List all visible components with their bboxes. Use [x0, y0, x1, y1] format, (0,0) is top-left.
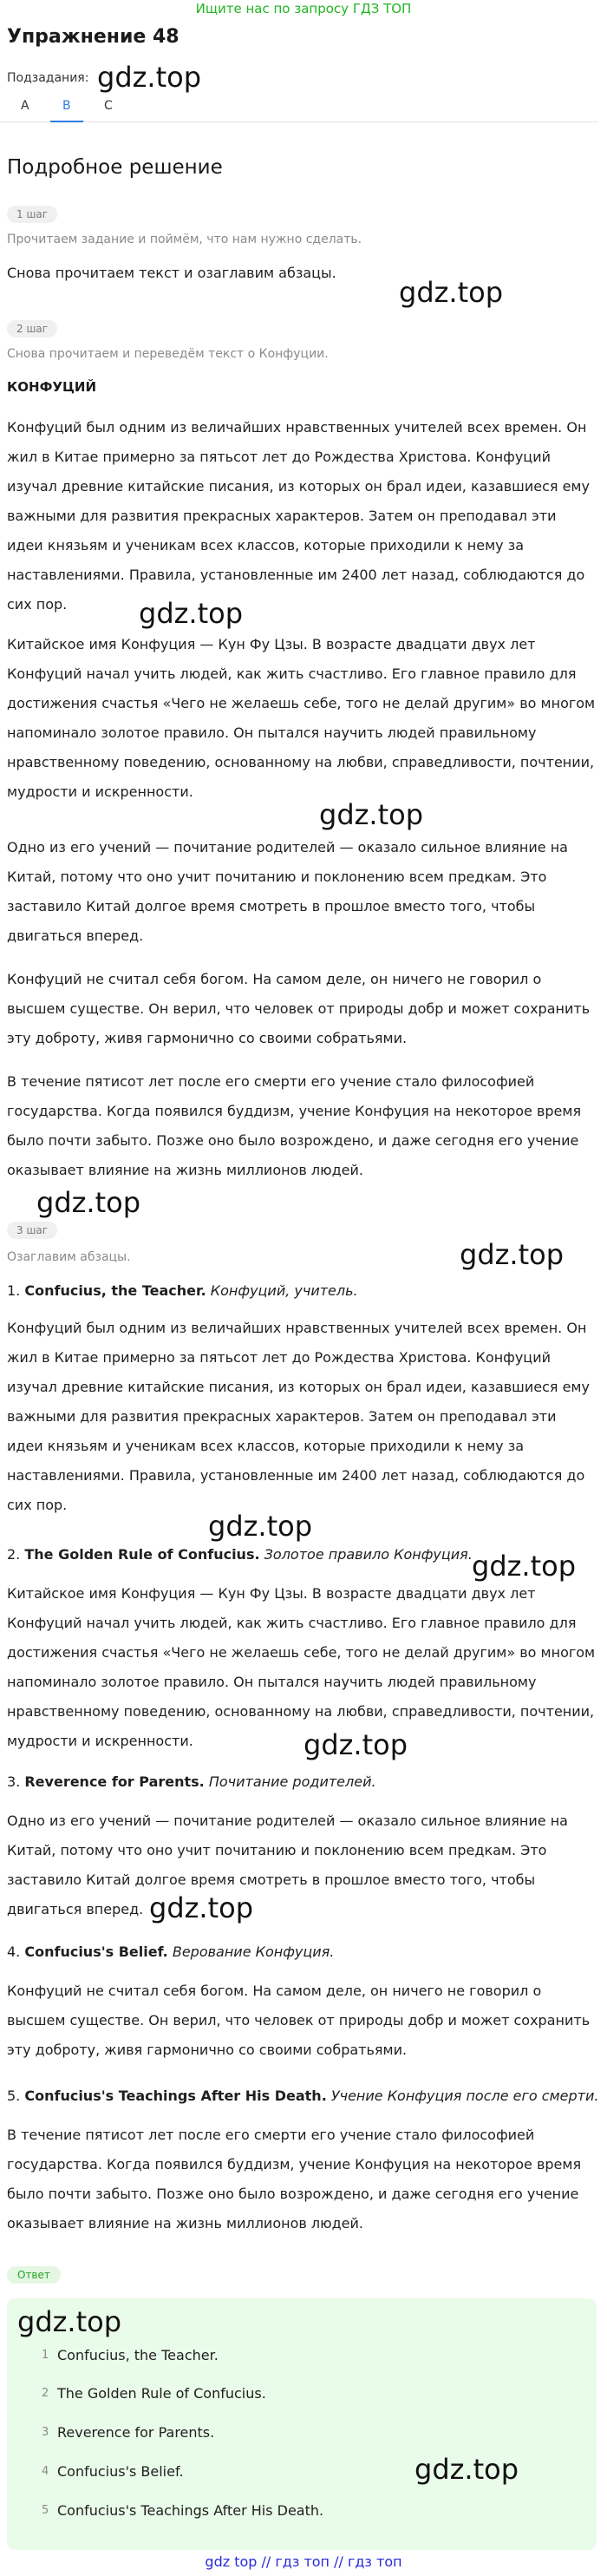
solution-title: Подробное решение — [7, 156, 223, 179]
heading-2 — [7, 1546, 473, 1563]
text-heading: КОНФУЦИЙ — [7, 379, 97, 395]
step-3-badge: 3 шаг — [7, 1222, 57, 1239]
paragraph-4: Конфуций не считал себя богом. На самом деле, он ничего не говорил о высшем существе. Он верил, что человек от природы добр и может сохранить эту доброту, живя гармонично со своими собратьями. — [7, 971, 591, 1046]
heading-3 — [7, 1773, 376, 1790]
subtask-tabs — [0, 97, 607, 123]
answer-badge: Ответ — [7, 2266, 61, 2284]
watermark: gdz.top — [97, 61, 202, 94]
tab-c[interactable]: C — [104, 99, 113, 113]
answer-item-text: Confucius, the Teacher. — [57, 2347, 219, 2363]
watermark: gdz.top — [460, 1238, 565, 1271]
watermark: gdz.top — [149, 1891, 254, 1924]
paragraph-5-repeat: В течение пятисот лет после его смерти его учение стало философией государства. Когда появился буддизм, учение Конфуция на некоторое время было почти забыто. Позже оно было возрождено, и даже сегодня его учение оказывает влияние на жизнь миллионов людей. — [7, 2127, 582, 2232]
answer-item-number: 5 — [42, 2504, 49, 2517]
paragraph-1: Конфуций был одним из величайших нравственных учителей всех времен. Он жил в Китае примерно за пятьсот лет до Рождества Христова. Конфуций изучал древние китайские писания, из которых он брал идеи, казавшиеся ему важными для развития прекрасных характеров. Затем он преподавал эти идеи князьям и ученикам всех классов, которые приходили к нему за наставлениями. Правила, установленные им 2400 лет назад, соблюдаются до сих пор. — [7, 419, 590, 613]
watermark: gdz.top — [208, 1510, 313, 1543]
watermark: gdz.top — [36, 1186, 141, 1219]
heading-5 — [7, 2088, 598, 2104]
paragraph-5: В течение пятисот лет после его смерти его учение стало философией государства. Когда появился буддизм, учение Конфуция на некоторое время было почти забыто. Позже оно было возрождено, и даже сегодня его учение оказывает влияние на жизнь миллионов людей. — [7, 1073, 582, 1178]
paragraph-1-repeat: Конфуций был одним из величайших нравственных учителей всех времен. Он жил в Китае примерно за пятьсот лет до Рождества Христова. Конфуций изучал древние китайские писания, из которых он брал идеи, казавшиеся ему важными для развития прекрасных характеров. Затем он преподавал эти идеи князьям и ученикам всех классов, которые приходили к нему за наставлениями. Правила, установленные им 2400 лет назад, соблюдаются до сих пор. — [7, 1320, 590, 1513]
tab-a[interactable]: A — [21, 99, 29, 113]
watermark: gdz.top — [399, 276, 504, 309]
heading-4-number: 4. — [7, 1943, 21, 1960]
heading-2-number: 2. — [7, 1546, 21, 1563]
paragraph-2-repeat: Китайское имя Конфуция — Кун Фу Цзы. В возрасте двадцати двух лет Конфуций начал учить людей, как жить счастливо. Его главное правило для достижения счастья «Чего не желаешь себе, того не делай другим» во многом напоминало золотое правило. Он пытался научить людей правильному нравственному поведению, основанному на любви, справедливости, почтении, мудрости и искренности. — [7, 1585, 596, 1749]
heading-3-title: Reverence for Parents. — [24, 1773, 205, 1790]
exercise-title: Упражнение 48 — [7, 26, 179, 48]
paragraph-4-repeat: Конфуций не считал себя богом. На самом деле, он ничего не говорил о высшем существе. Он верил, что человек от природы добр и может сохранить эту доброту, живя гармонично со своими собратьями. — [7, 1983, 591, 2058]
subtasks-label: Подзадания: — [7, 71, 89, 85]
heading-1-title: Confucius, the Teacher. — [24, 1282, 206, 1299]
answer-box — [7, 2298, 597, 2550]
watermark: gdz.top — [139, 597, 244, 630]
heading-4 — [7, 1943, 334, 1960]
answer-item-number: 2 — [42, 2387, 49, 2400]
paragraph-3-repeat: Одно из его учений — почитание родителей — оказало сильное влияние на Китай, потому что оно учит почитанию и поклонению всем предкам. Это заставило Китай долгое время смотреть в прошлое вместо того, чтобы двигаться вперед. — [7, 1812, 568, 1917]
heading-4-translation: Верование Конфуция. — [172, 1943, 335, 1960]
step-3-hint: Озаглавим абзацы. — [7, 1250, 131, 1264]
heading-1-translation: Конфуций, учитель. — [210, 1282, 358, 1299]
paragraph-3: Одно из его учений — почитание родителей — оказало сильное влияние на Китай, потому что оно учит почитанию и поклонению всем предкам. Это заставило Китай долгое время смотреть в прошлое вместо того, чтобы двигаться вперед. — [7, 839, 568, 944]
answer-item-text: The Golden Rule of Confucius. — [57, 2385, 266, 2402]
answer-item-number: 1 — [42, 2349, 49, 2362]
answer-item-number: 4 — [42, 2465, 49, 2478]
step-1-text: Снова прочитаем текст и озаглавим абзацы. — [7, 265, 336, 281]
heading-1 — [7, 1282, 358, 1299]
answer-item-number: 3 — [42, 2426, 49, 2439]
heading-3-translation: Почитание родителей. — [208, 1773, 376, 1790]
heading-1-number: 1. — [7, 1282, 21, 1299]
heading-3-number: 3. — [7, 1773, 21, 1790]
tabs-divider — [0, 121, 598, 122]
watermark: gdz.top — [17, 2305, 122, 2338]
heading-4-title: Confucius's Belief. — [24, 1943, 168, 1960]
active-tab-indicator — [50, 121, 83, 122]
heading-5-title: Confucius's Teachings After His Death. — [24, 2088, 327, 2104]
watermark: gdz.top — [414, 2453, 519, 2486]
step-1-hint: Прочитаем задание и поймём, что нам нужно сделать. — [7, 233, 362, 246]
heading-2-translation: Золотое правило Конфуция. — [264, 1546, 473, 1563]
step-2-hint: Снова прочитаем и переведём текст о Конфуции. — [7, 347, 329, 361]
promo-banner[interactable]: Ищите нас по запросу ГДЗ ТОП — [195, 1, 412, 16]
watermark: gdz.top — [472, 1550, 577, 1583]
step-2-badge: 2 шаг — [7, 320, 57, 338]
answer-item-text: Confucius's Teachings After His Death. — [57, 2502, 324, 2519]
answer-item-text: Reverence for Parents. — [57, 2424, 215, 2441]
watermark: gdz.top — [304, 1728, 408, 1761]
footer-links[interactable]: gdz top // гдз топ // гдз топ — [205, 2553, 402, 2570]
watermark: gdz.top — [319, 798, 424, 831]
heading-5-translation: Учение Конфуция после его смерти. — [330, 2088, 599, 2104]
tab-b[interactable]: B — [62, 99, 71, 113]
answer-item-text: Confucius's Belief. — [57, 2463, 184, 2480]
paragraph-2: Китайское имя Конфуция — Кун Фу Цзы. В возрасте двадцати двух лет Конфуций начал учить людей, как жить счастливо. Его главное правило для достижения счастья «Чего не желаешь себе, того не делай другим» во многом напоминало золотое правило. Он пытался научить людей правильному нравственному поведению, основанному на любви, справедливости, почтении, мудрости и искренности. — [7, 636, 596, 800]
step-1-badge: 1 шаг — [7, 206, 57, 223]
heading-2-title: The Golden Rule of Confucius. — [24, 1546, 260, 1563]
heading-5-number: 5. — [7, 2088, 21, 2104]
